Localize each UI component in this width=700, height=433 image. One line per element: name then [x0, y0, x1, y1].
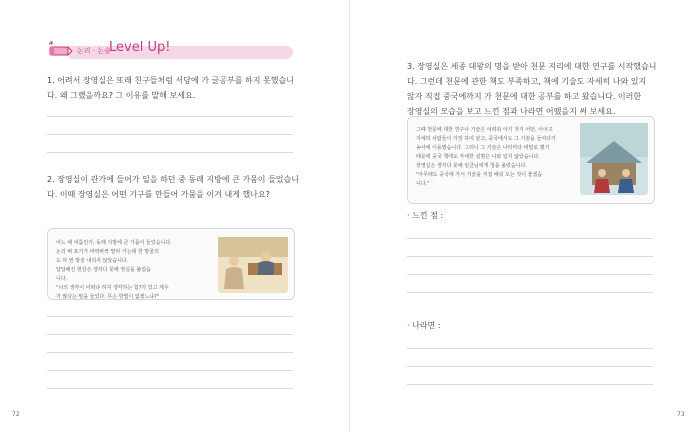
question-3-line-2: 다. 그런데 천문에 관한 책도 부족하고, 책에 기술도 자세히 나와 있지: [407, 77, 647, 86]
story-line: 니다.": [416, 181, 430, 187]
label-feel: · 느낀 점 :: [407, 211, 444, 220]
answer-line[interactable]: [407, 274, 653, 275]
illustration-image: [580, 123, 648, 195]
answer-line[interactable]: [407, 256, 653, 257]
illustration-image: [218, 237, 288, 293]
question-1-line-2: 다. 왜 그랬을까요? 그 이유를 말해 보세요.: [47, 91, 196, 100]
question-1-line-1: 1. 어려서 장영실은 또래 친구들처럼 서당에 가 글공부를 하지 못했습니: [47, 76, 294, 85]
story-line: 답답해진 현감은 생각다 못해 영실을 불렀습: [56, 267, 151, 273]
pencil-icon: [47, 40, 73, 60]
story-box: [407, 116, 655, 204]
right-page: [350, 0, 700, 433]
story-text: [416, 126, 576, 189]
answer-line[interactable]: [47, 370, 293, 371]
question-2-line-1: 2. 장영실이 관가에 들어가 일을 하던 중 동래 지방에 큰 가뭄이 들었습니: [47, 175, 299, 184]
story-text: [56, 239, 216, 302]
story-line: "아무래도 중국에 가서 기술을 직접 배워 오는 것이 좋겠습: [416, 172, 543, 178]
answer-line[interactable]: [407, 348, 653, 349]
story-line: 자세히 사람들이 가장 하여 끝고, 중국에서도 그 기술을 들여다가: [416, 136, 556, 142]
story-line: 장영실은 생각다 못해 임금님에게 청을 올렸습니다.: [416, 163, 527, 169]
story-line: 그때 천문에 대한 연구나 기술은 어려워 아기 자기 어떤, 이어고: [416, 127, 553, 133]
answer-line[interactable]: [47, 316, 293, 317]
question-2-line-2: 다. 이때 장영실은 어떤 기구를 만들어 가뭄을 이겨 내게 했나요?: [47, 190, 270, 199]
header-subtitle: 논리 · 논술: [77, 47, 111, 55]
answer-line[interactable]: [407, 238, 653, 239]
question-3-line-1: 3. 장영실은 세종 대왕의 명을 받아 천문 지리에 대한 연구를 시작했습니: [407, 62, 657, 71]
answer-line[interactable]: [407, 384, 653, 385]
answer-line[interactable]: [47, 352, 293, 353]
story-line: 논의 벼 포기가 바싹바싹 말라 가는데 한 방울의: [56, 249, 159, 255]
label-me: · 나라면 :: [407, 321, 441, 330]
answer-line[interactable]: [47, 116, 293, 117]
question-3: [407, 59, 669, 119]
story-line: 니다.: [56, 276, 68, 282]
story-line: 어느 해 여름인가, 동래 지방에 큰 가뭄이 들었습니다.: [56, 240, 172, 246]
answer-line[interactable]: [47, 334, 293, 335]
question-3-line-3: 않자 직접 중국에까지 가 천문에 대한 공부를 하고 왔습니다. 이러한: [407, 92, 642, 101]
answer-line[interactable]: [407, 366, 653, 367]
page-number: 72: [12, 411, 20, 418]
story-line: 농사에 이용했습니다. 그러나 그 기술은 나라마다 비밀로 했기: [416, 145, 550, 151]
answer-line[interactable]: [407, 292, 653, 293]
answer-line[interactable]: [47, 152, 293, 153]
page-number: 73: [677, 411, 685, 418]
question-3-line-4: 장영실의 모습을 보고 느낀 점과 나라면 어땠을지 써 보세요.: [407, 107, 616, 116]
answer-line[interactable]: [47, 388, 293, 389]
section-header: [47, 40, 293, 60]
story-line: "너의 생각이 어떠냐 하지 생각하는 힘?가 있고 계우: [56, 285, 169, 291]
story-line: 때문에 중국 책에도 자세한 설명은 나와 있지 않았습니다.: [416, 154, 540, 160]
header-title: Level Up!: [109, 40, 171, 55]
story-line: 도 하 번 방울 내리지 않았습니다.: [56, 258, 129, 264]
question-2: [47, 172, 309, 202]
story-box: [47, 228, 295, 300]
story-line: 가 많다는 말을 들었다. 무슨 방법이 없겠느냐?": [56, 294, 160, 300]
question-1: [47, 73, 307, 103]
answer-line[interactable]: [47, 134, 293, 135]
